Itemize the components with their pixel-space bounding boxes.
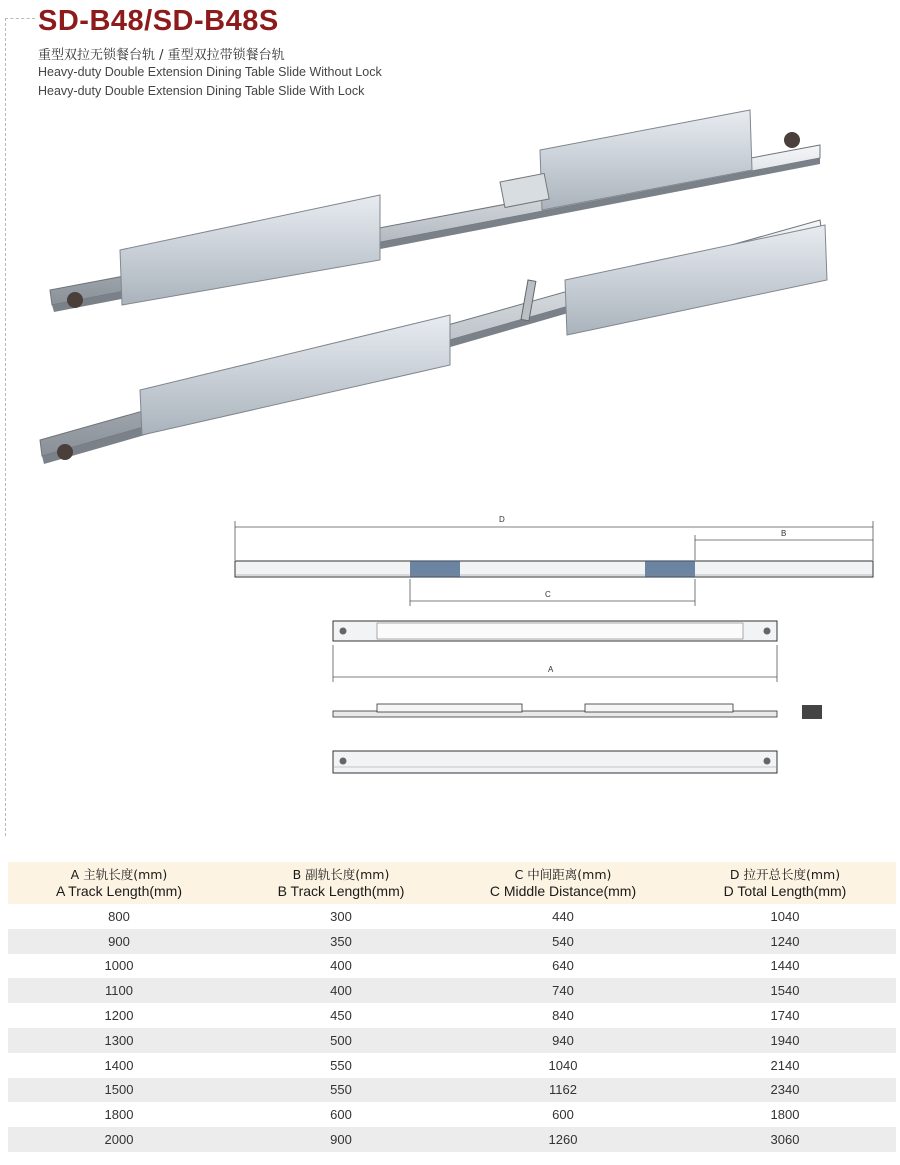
side-slide-view [333, 704, 822, 719]
table-row: 1500 550 1162 2340 [8, 1078, 896, 1103]
bottom-slide-view [333, 751, 777, 773]
table-row: 2000 900 1260 3060 [8, 1127, 896, 1152]
subtitle-without-lock: Heavy-duty Double Extension Dining Table Slide Without Lock [38, 65, 382, 79]
dimension-drawing [225, 505, 885, 805]
dimension-label-a: A [548, 665, 554, 674]
table-row: 1200 450 840 1740 [104, 1008, 800, 1024]
product-photo [30, 100, 830, 500]
product-title: SD-B48/SD-B48S [38, 5, 279, 37]
header-d-total-length: D 拉开总长度(mm) D Total Length(mm) [674, 862, 896, 904]
subtitle-chinese: 重型双拉无锁餐台轨 / 重型双拉带锁餐台轨 [38, 48, 285, 63]
dimension-label-c: C [545, 590, 551, 599]
subtitle-with-lock: Heavy-duty Double Extension Dining Table Slide With Lock [38, 84, 365, 98]
table-row: 1000 400 640 1440 [104, 958, 800, 974]
closed-slide-view [333, 621, 777, 641]
table-row: 800 300 440 1040 [108, 908, 800, 924]
table-row: 1100 400 740 1540 [8, 978, 896, 1003]
header-b-track-length: B 副轨长度(mm) B Track Length(mm) [230, 862, 452, 904]
dimension-label-b: B [781, 529, 787, 538]
table-header-row [8, 862, 896, 904]
table-row: 1800 600 600 1800 [104, 1107, 800, 1123]
table-row: 1300 500 940 1940 [8, 1028, 896, 1053]
frame-border-left [5, 18, 6, 836]
frame-border-top [5, 18, 35, 19]
dimension-label-d: D [499, 515, 505, 524]
table-row: 900 350 540 1240 [8, 929, 896, 954]
spec-table [8, 862, 896, 1152]
header-a-track-length: A 主轨长度(mm) A Track Length(mm) [8, 862, 230, 904]
header-c-middle-distance: C 中间距离(mm) C Middle Distance(mm) [452, 862, 674, 904]
extended-slide-view [235, 561, 873, 577]
table-row: 1400 550 1040 2140 [104, 1057, 800, 1073]
